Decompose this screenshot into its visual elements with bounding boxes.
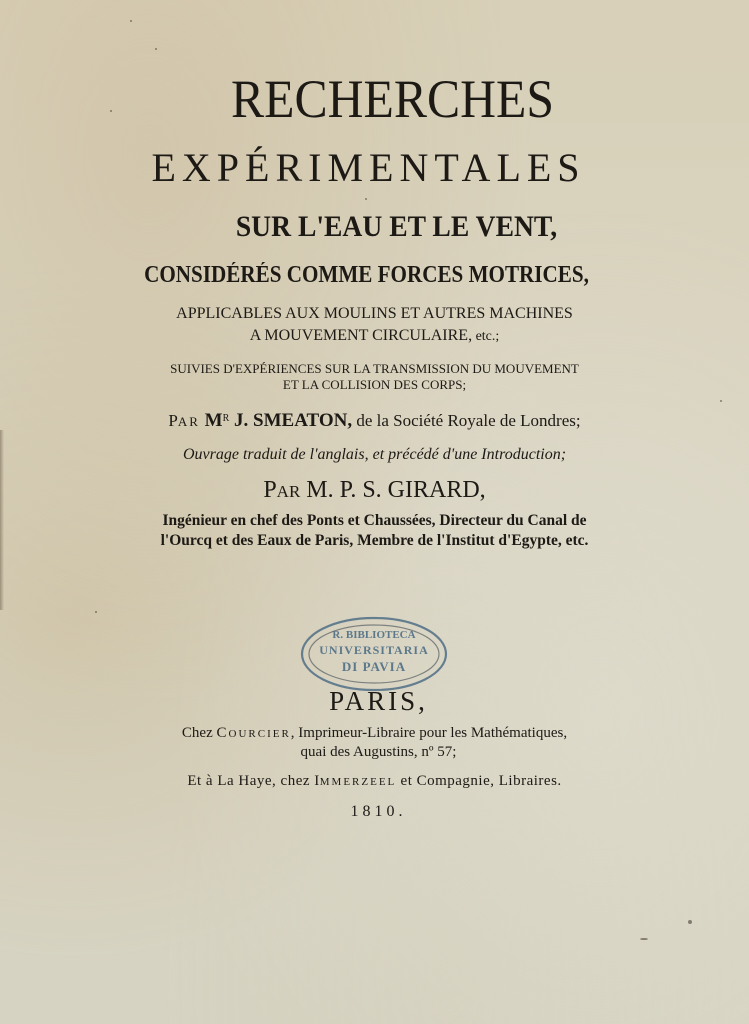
author-title-sup: R: [222, 413, 230, 424]
imprint-city: PARIS,: [329, 686, 428, 716]
followed-by-line-1: SUIVIES D'EXPÉRIENCES SUR LA TRANSMISSION DU MOUVEMENT: [170, 361, 579, 376]
author-name: J. SMEATON,: [229, 410, 353, 431]
title-line-3: SUR L'EAU ET LE VENT,: [235, 210, 558, 243]
svg-text:R. BIBLIOTECA: R. BIBLIOTECA: [332, 629, 416, 641]
paper-speck: [155, 48, 157, 50]
co-publisher-suffix: et Compagnie, Libraires.: [396, 773, 562, 789]
publication-year: 1810.: [350, 803, 407, 820]
translator-par-rest: AR: [276, 482, 301, 501]
library-stamp-icon: [298, 614, 450, 696]
subtitle-line-3-main: A MOUVEMENT CIRCULAIRE,: [249, 327, 473, 344]
title-line-2: EXPÉRIMENTALES: [151, 145, 586, 190]
translation-note: Ouvrage traduit de l'anglais, et précédé d'une Introduction;: [182, 446, 567, 463]
publisher-line: [0, 726, 749, 741]
paper-speck: [720, 400, 722, 402]
co-publisher-prefix: Et à La Haye, chez: [187, 773, 315, 789]
paper-speck: [688, 920, 692, 924]
publisher-name-initial: C: [216, 725, 229, 741]
paper-speck: [95, 611, 97, 613]
svg-text:DI PAVIA: DI PAVIA: [341, 659, 407, 674]
paper-speck: [365, 198, 367, 200]
translator-credentials-line-1: Ingénieur en chef des Ponts et Chaussées, Directeur du Canal de: [162, 512, 587, 529]
translator-name: M. P. S. GIRARD,: [300, 477, 486, 503]
co-publisher-line: [0, 774, 749, 789]
translator-credentials-line-2: l'Ourcq et des Eaux de Paris, Membre de l'Institut d'Egypte, etc.: [160, 532, 589, 549]
publisher-name-rest: OURCIER: [228, 728, 291, 740]
co-publisher-name-rest: MMERZEEL: [319, 776, 397, 788]
publisher-description: , Imprimeur-Libraire pour les Mathématiques,: [290, 725, 568, 741]
author-par-rest: AR: [177, 414, 200, 429]
followed-by-line-2: ET LA COLLISION DES CORPS;: [282, 377, 467, 392]
publisher-chez: Chez: [181, 725, 217, 741]
author-title: M: [199, 410, 223, 431]
author-line: [0, 411, 749, 430]
author-affiliation: de la Société Royale de Londres;: [352, 411, 581, 430]
paper-speck: [130, 20, 132, 22]
title-line-1: RECHERCHES: [231, 69, 554, 129]
publisher-address: quai des Augustins, nº 57;: [300, 744, 457, 760]
subtitle-line-3: [0, 328, 749, 344]
paper-speck: [640, 938, 648, 940]
co-publisher-name-initial: I: [314, 773, 320, 789]
svg-text:UNIVERSITARIA: UNIVERSITARIA: [319, 643, 429, 657]
subtitle-line-3-etc: etc.;: [472, 329, 500, 344]
subtitle-line-2: APPLICABLES AUX MOULINS ET AUTRES MACHINES: [176, 305, 573, 322]
translator-par-initial: P: [263, 477, 277, 503]
translator-line: [0, 478, 749, 502]
subtitle-line-1: CONSIDÉRÉS COMME FORCES MOTRICES,: [144, 262, 589, 288]
author-par-initial: P: [168, 411, 178, 430]
